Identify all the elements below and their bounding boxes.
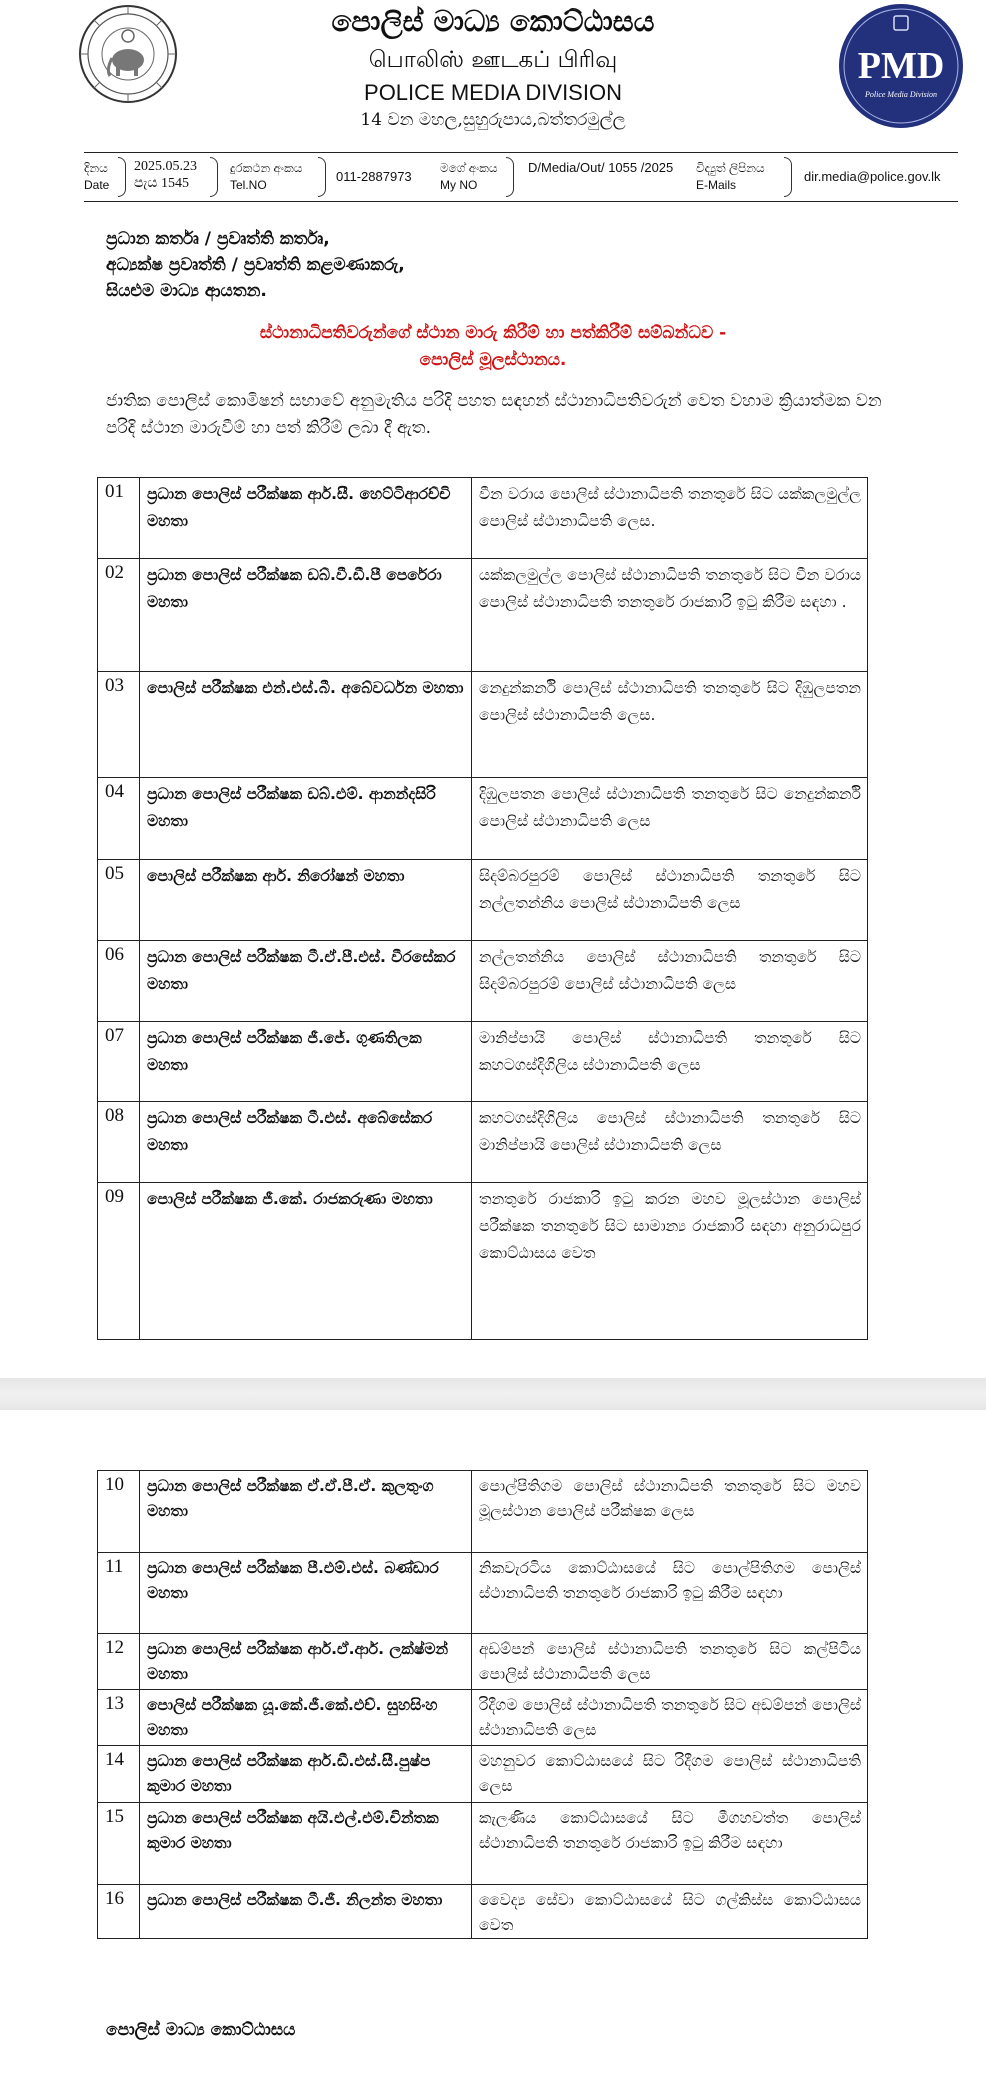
email-label-si: විද්‍යුත් ලිපිනය <box>696 161 765 175</box>
row-number: 08 <box>98 1102 140 1183</box>
transfer-details: යක්කලමුල්ල පොලිස් ස්ථානාධිපති තනතුරේ සිට වීන වරාය පොලිස් ස්ථානාධිපති තනතුරේ රාජකාරි ඉටු කිරීම සඳහා . <box>472 559 868 672</box>
row-number: 07 <box>98 1022 140 1102</box>
tel-label-si: දුරකථන අංකය <box>230 161 303 175</box>
myno-label-si: මගේ අංකය <box>440 161 498 175</box>
date-label-si: දිනය <box>84 161 108 175</box>
row-number: 12 <box>98 1634 140 1690</box>
row-number: 14 <box>98 1746 140 1803</box>
row-number: 01 <box>98 478 140 559</box>
row-number: 15 <box>98 1803 140 1885</box>
date-value: 2025.05.23 <box>134 159 197 174</box>
transfer-details: නෙදුන්කර්නි පොලිස් ස්ථානාධිපති තනතුරේ සිට දිඹුලපතන පොලිස් ස්ථානාධිපති ලෙස. <box>472 672 868 778</box>
header-title-tamil: பொலிஸ் ஊடகப் பிரிவு <box>368 47 618 73</box>
myno-value: D/Media/Out/ 1055 /2025 <box>528 160 674 175</box>
officer-name: ප්‍රධාන පොලිස් පරීක්ෂක ටී.ජී. නිලන්ත මහතා <box>140 1885 472 1939</box>
table-row <box>98 1634 868 1690</box>
header-title-english: POLICE MEDIA DIVISION <box>364 80 622 105</box>
subject-heading <box>0 320 986 374</box>
transfer-details: සිදම්බරපුරම් පොලිස් ස්ථානාධිපති තනතුරේ සිට නල්ලතන්නිය පොලිස් ස්ථානාධිපති ලෙස <box>472 860 868 941</box>
header-address: 14 වන මහල,සුහුරුපාය,බත්තරමුල්ල <box>360 110 626 130</box>
brace <box>506 157 514 197</box>
table-row <box>98 1803 868 1885</box>
officer-name: ප්‍රධාන පොලිස් පරීක්ෂක ආර්.ඩී.එස්.සී.පුෂ්ප කුමාර මහතා <box>140 1746 472 1803</box>
subject-line: පොලිස් මූලස්ථානය. <box>419 350 567 370</box>
header-title-sinhala: පොලිස් මාධ්‍ය කොට්ඨාසය <box>331 4 655 38</box>
table-row <box>98 1690 868 1746</box>
tel-label-en: Tel.NO <box>230 178 267 192</box>
row-number: 10 <box>98 1471 140 1553</box>
transfer-details: අඩම්පන් පොලිස් ස්ථානාධිපති තනතුරේ සිට කල්පිටිය පොලිස් ස්ථානාධිපති ලෙස <box>472 1634 868 1690</box>
footer-signature: පොලිස් මාධ්‍ය කොට්ඨාසය <box>106 2020 296 2040</box>
transfer-details: නිකවැරටිය කොට්ඨාසයේ සිට පොල්පිතිගම පොලිස් ස්ථානාධිපති තනතුරේ රාජකාරි ඉටු කිරීම සඳහා <box>472 1553 868 1634</box>
subject-line: ස්ථානාධිපතිවරුන්ගේ ස්ථාන මාරු කිරීම් හා පත්කිරීම් සම්බන්ධව - <box>259 323 727 343</box>
officer-name: ප්‍රධාන පොලිස් පරීක්ෂක ජී.ජේ. ගුණතිලක මහතා <box>140 1022 472 1102</box>
row-number: 06 <box>98 941 140 1022</box>
addressee-line: ප්‍රධාන කර්තෘ / ප්‍රවෘත්ති කර්තෘ, <box>106 229 330 249</box>
row-number: 11 <box>98 1553 140 1634</box>
date-label-en: Date <box>84 178 110 192</box>
transfer-details: වීන වරාය පොලිස් ස්ථානාධිපති තනතුරේ සිට යක්කලමුල්ල පොලිස් ස්ථානාධිපති ලෙස. <box>472 478 868 559</box>
table-row <box>98 1102 868 1183</box>
myno-label-en: My NO <box>440 178 478 192</box>
officer-name: ප්‍රධාන පොලිස් පරීක්ෂක ආර්.ඒ.ආර්. ලක්ෂ්මන් මහතා <box>140 1634 472 1690</box>
tel-value: 011-2887973 <box>336 169 412 184</box>
brace <box>318 157 326 197</box>
brace <box>118 157 126 197</box>
addressee-line: අධ්‍යක්ෂ ප්‍රවෘත්ති / ප්‍රවෘත්ති කළමණාකරු, <box>106 255 405 275</box>
table-row <box>98 860 868 941</box>
transfer-details: කැලණිය කොට්ඨාසයේ සිට මීගහවත්ත පොලිස් ස්ථානාධිපති තනතුරේ රාජකාරි ඉටු කිරීම සඳහා <box>472 1803 868 1885</box>
table-row <box>98 559 868 672</box>
officer-name: ප්‍රධාන පොලිස් පරීක්ෂක පී.එම්.එස්. බණ්ඩාර මහතා <box>140 1553 472 1634</box>
brace <box>784 157 792 197</box>
table-row <box>98 672 868 778</box>
brace <box>210 157 218 197</box>
row-number: 16 <box>98 1885 140 1939</box>
officer-name: ප්‍රධාන පොලිස් පරීක්ෂක ඒ.ඒ.පී.ඒ. කුලතුංග මහතා <box>140 1471 472 1553</box>
officer-name: ප්‍රධාන පොලිස් පරීක්ෂක ටී.ඒ.පී.එස්. වීරසේකර මහතා <box>140 941 472 1022</box>
transfer-details: කහටගස්දිගිලිය පොලිස් ස්ථානාධිපති තනතුරේ සිට මානිප්පායි පොලිස් ස්ථානාධිපති ලෙස <box>472 1102 868 1183</box>
officer-name: ප්‍රධාන පොලිස් පරීක්ෂක ටී.එස්. අබේසේකර මහතා <box>140 1102 472 1183</box>
row-number: 04 <box>98 778 140 860</box>
table-row <box>98 478 868 559</box>
transfer-details: පොල්පිතිගම පොලිස් ස්ථානාධිපති තනතුරේ සිට මහව මූලස්ථාන පොලිස් පරීක්ෂක ලෙස <box>472 1471 868 1553</box>
officer-name: පොලිස් පරීක්ෂක ආර්. නිරෝෂන් මහතා <box>140 860 472 941</box>
intro-paragraph: ජාතික පොලිස් කොමිෂන් සභාවේ අනුමැතිය පරිදි පහත සඳහන් ස්ථානාධිපතිවරුන් වෙත වහාම ක්‍රියාත්මක වන පරිදි ස්ථාන මාරුවීම් හා පත් කිරීම් ලබා දී ඇත. <box>106 391 882 438</box>
row-number: 09 <box>98 1183 140 1340</box>
table-row <box>98 1471 868 1553</box>
transfer-details: වෛද්‍ය සේවා කොට්ඨාසයේ සිට ගල්කිස්ස කොට්ඨාසය වෙත <box>472 1885 868 1939</box>
row-number: 03 <box>98 672 140 778</box>
table-row <box>98 1553 868 1634</box>
officer-name: ප්‍රධාන පොලිස් පරීක්ෂක අයි.එල්.එම්.චින්තක කුමාර මහතා <box>140 1803 472 1885</box>
addressee-line: සියළුම මාධ්‍ය ආයතන. <box>106 281 267 301</box>
pmd-logo-subtext: Police Media Division <box>865 90 937 99</box>
transfer-details: නල්ලතන්නිය පොලිස් ස්ථානාධිපති තනතුරේ සිට සිදම්බරපුරම් පොලිස් ස්ථානාධිපති ලෙස <box>472 941 868 1022</box>
table-row <box>98 1885 868 1939</box>
page-separator <box>0 1378 986 1410</box>
officer-name: පොලිස් පරීක්ෂක ජී.කේ. රාජකරුණා මහතා <box>140 1183 472 1340</box>
table-row <box>98 1746 868 1803</box>
transfers-table-page2 <box>97 1470 868 1939</box>
table-row <box>98 1022 868 1102</box>
officer-name: ප්‍රධාන පොලිස් පරීක්ෂක ඩබ්.වී.ඩී.පී පෙරේරා මහතා <box>140 559 472 672</box>
addressee-block <box>106 226 405 304</box>
transfer-details: මහනුවර කොට්ඨාසයේ සිට රිදීගම පොලිස් ස්ථානාධිපති ලෙස <box>472 1746 868 1803</box>
time-value: පැය 1545 <box>134 176 189 191</box>
row-number: 13 <box>98 1690 140 1746</box>
officer-name: ප්‍රධාන පොලිස් පරීක්ෂක ඩබ්.එම්. ආනන්දසිරි මහතා <box>140 778 472 860</box>
table-row <box>98 778 868 860</box>
transfer-details: මානිප්පායි පොලිස් ස්ථානාධිපති තනතුරේ සිට කහටගස්දිගිලිය ස්ථානාධිපති ලෙස <box>472 1022 868 1102</box>
officer-name: පොලිස් පරීක්ෂක එන්.එස්.බී. අබේවර්ධන මහතා <box>140 672 472 778</box>
pmd-logo-text: PMD <box>857 45 945 87</box>
table-row <box>98 941 868 1022</box>
pmd-logo-icon <box>834 2 968 130</box>
transfer-details: දිඹුලපතන පොලිස් ස්ථානාධිපති තනතුරේ සිට නෙදුන්කර්නි පොලිස් ස්ථානාධිපති ලෙස <box>472 778 868 860</box>
officer-name: පොලිස් පරීක්ෂක යූ.කේ.ජී.කේ.එච්. සුහසිංහ මහතා <box>140 1690 472 1746</box>
reference-info-row <box>84 152 958 202</box>
email-value: dir.media@police.gov.lk <box>804 169 941 184</box>
row-number: 02 <box>98 559 140 672</box>
row-number: 05 <box>98 860 140 941</box>
transfer-details: රිදීගම පොලිස් ස්ථානාධිපති තනතුරේ සිට අඩම්පන් පොලිස් ස්ථානාධිපති ලෙස <box>472 1690 868 1746</box>
officer-name: ප්‍රධාන පොලිස් පරීක්ෂක ආර්.සී. හෙට්ටිආරච්චි මහතා <box>140 478 472 559</box>
email-label-en: E-Mails <box>696 178 737 192</box>
table-row <box>98 1183 868 1340</box>
transfer-details: තනතුරේ රාජකාරි ඉටු කරන මහව මූලස්ථාන පොලිස් පරීක්ෂක තනතුරේ සිට සාමාන්‍ය රාජකාරි සඳහා අනුරාධපුර කොට්ඨාසය වෙත <box>472 1183 868 1340</box>
transfers-table-page1 <box>97 477 868 1340</box>
